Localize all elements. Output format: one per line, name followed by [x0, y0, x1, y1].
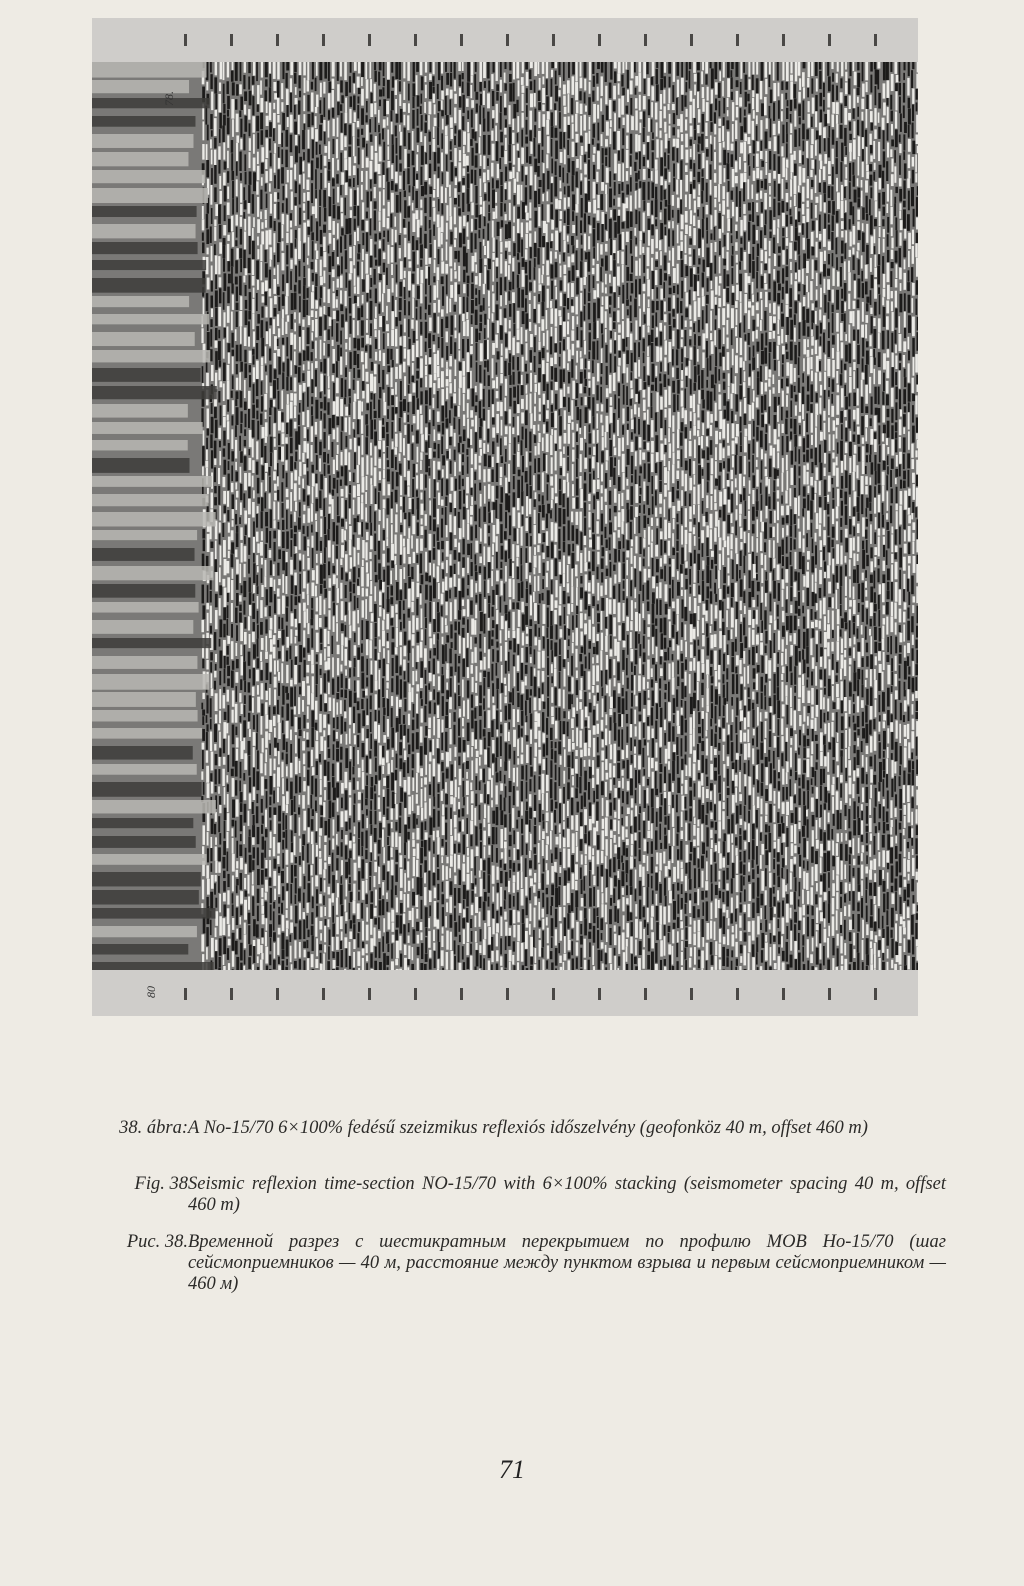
scale-tick: [782, 988, 785, 1000]
scale-tick: [414, 988, 417, 1000]
scale-tick: [322, 988, 325, 1000]
scale-tick: [552, 988, 555, 1000]
scale-tick: [230, 34, 233, 46]
scale-tick: [184, 988, 187, 1000]
scale-tick: [736, 34, 739, 46]
scale-tick: [598, 34, 601, 46]
scale-tick: [644, 988, 647, 1000]
scale-tick: [598, 988, 601, 1000]
scale-tick: [276, 988, 279, 1000]
scale-tick: [736, 988, 739, 1000]
figure-bottom-scale-strip: [92, 970, 918, 1016]
caption-text: A No-15/70 6×100% fedésű szeizmikus reflexiós időszelvény (geofonköz 40 m, offset 460 m): [188, 1118, 868, 1138]
scale-tick: [184, 34, 187, 46]
scale-tick: [644, 34, 647, 46]
scale-tick: [690, 34, 693, 46]
scale-tick: [782, 34, 785, 46]
margin-stamp-top: 78.: [162, 91, 176, 106]
scale-tick: [552, 34, 555, 46]
scale-tick: [322, 34, 325, 46]
scale-tick: [828, 34, 831, 46]
scale-tick: [368, 34, 371, 46]
caption-label: 38. ábra:: [119, 1118, 188, 1138]
scale-tick: [828, 988, 831, 1000]
caption-label: Fig. 38: [134, 1174, 188, 1194]
scale-tick: [460, 34, 463, 46]
scale-tick: [460, 988, 463, 1000]
seismic-traces-image: [92, 62, 918, 970]
scale-tick: [414, 34, 417, 46]
scale-tick: [690, 988, 693, 1000]
scale-tick: [276, 34, 279, 46]
caption-text: Seismic reflexion time-section NO-15/70 with 6×100% stacking (seismometer spacing 40 m, offset 460 m): [188, 1174, 946, 1215]
page-number: 71: [499, 1455, 525, 1484]
scale-tick: [874, 34, 877, 46]
scale-tick: [368, 988, 371, 1000]
scale-tick: [230, 988, 233, 1000]
seismic-section-figure: [92, 18, 918, 1016]
caption-label: Рис. 38.: [126, 1232, 188, 1252]
margin-stamp-bottom: 80: [144, 986, 158, 998]
figure-top-scale-strip: [92, 18, 918, 62]
scale-tick: [874, 988, 877, 1000]
scale-tick: [506, 988, 509, 1000]
seismic-traces-svg: [92, 62, 918, 970]
scale-tick: [506, 34, 509, 46]
caption-text: Временной разрез с шестикратным перекрытием по профилю МОВ Но-15/70 (шаг сейсмоприемников — 40 м, расстояние между пунктом взрыва и первым сейсмоприемником — 460 м): [188, 1232, 946, 1294]
